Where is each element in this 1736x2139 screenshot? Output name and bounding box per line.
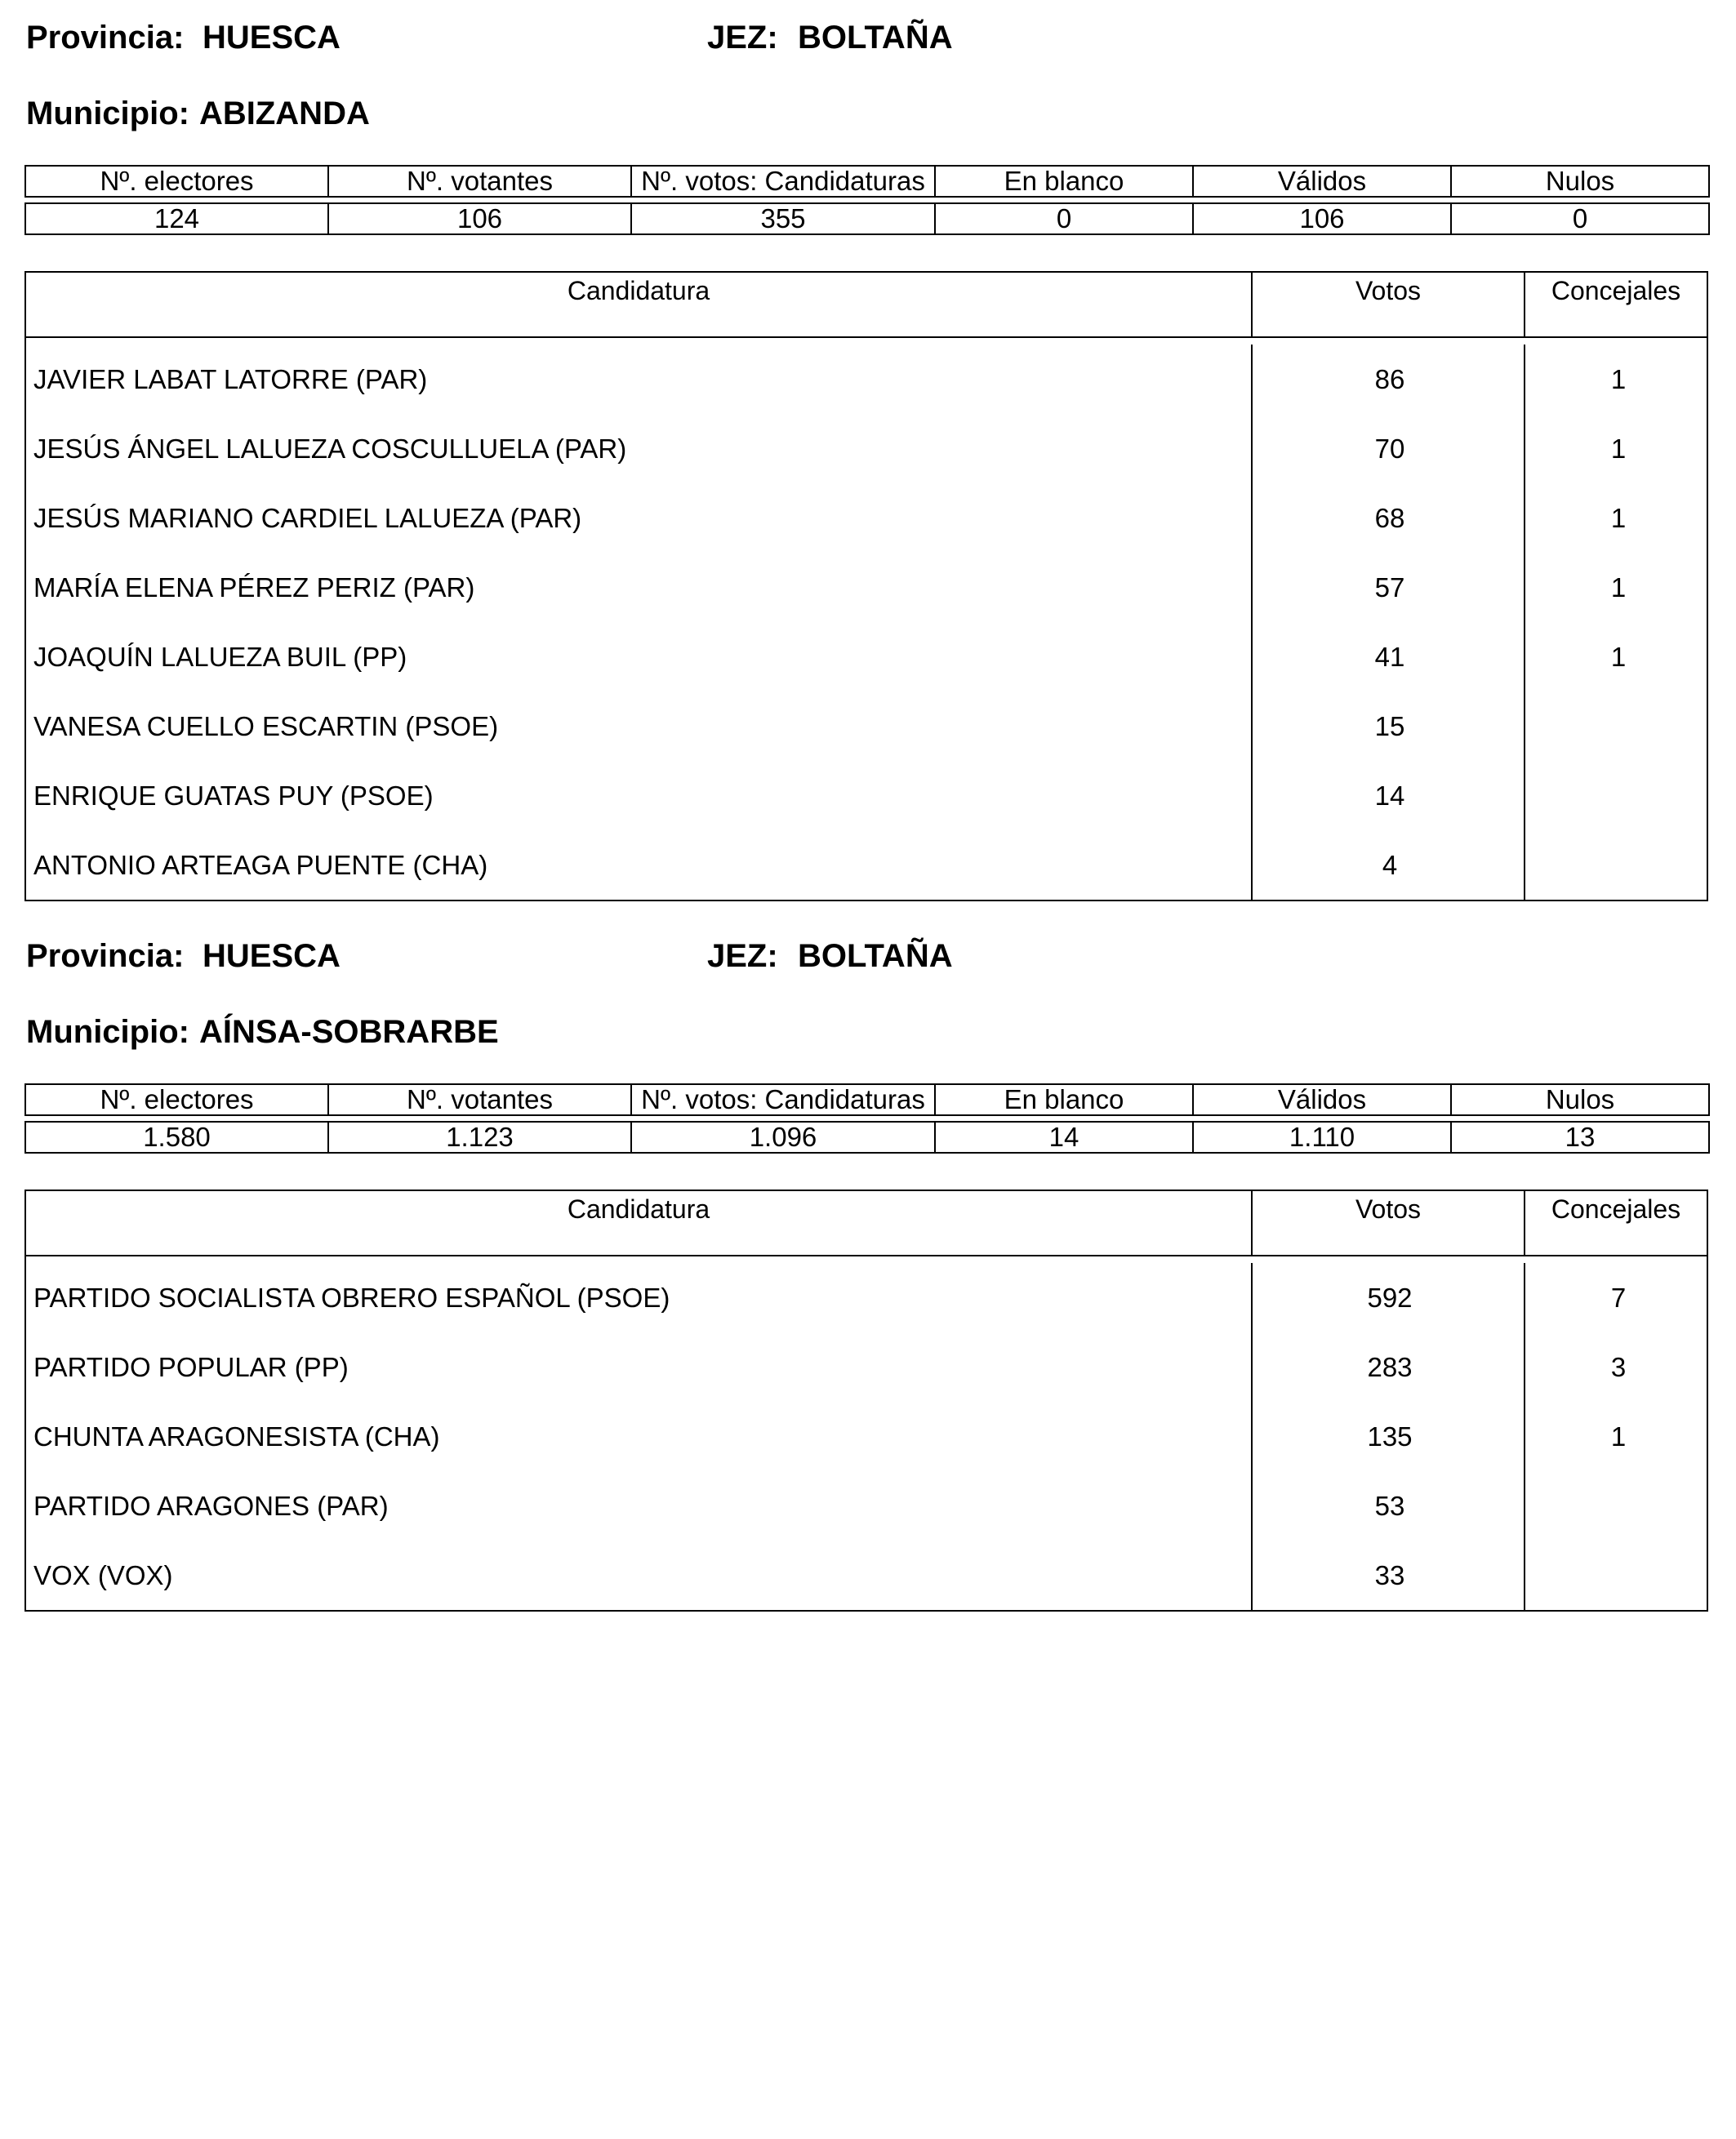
results-body [26, 338, 1707, 900]
results-header-row [26, 1191, 1707, 1256]
results-body [26, 1256, 1707, 1610]
candidatura-cell: JAVIER LABAT LATORRE (PAR) [26, 345, 1253, 414]
concejales-cell: 7 [1610, 1283, 1627, 1313]
concejales-cell [1525, 1471, 1707, 1541]
votos-cell: 70 [1253, 414, 1525, 483]
summary-value-cell: 106 [328, 203, 631, 234]
municipio-label: Municipio: [26, 1014, 189, 1050]
votos-cell: 33 [1253, 1541, 1525, 1610]
concejales-header: Concejales [1551, 1194, 1681, 1224]
summary-header-cell: Válidos [1193, 1084, 1451, 1115]
municipio-heading [26, 1014, 499, 1050]
municipio-value: ABIZANDA [198, 96, 370, 131]
table-row [26, 1332, 1707, 1402]
summary-value-cell: 1.123 [328, 1122, 631, 1153]
votos-cell: 86 [1253, 345, 1525, 414]
table-row [26, 483, 1707, 553]
concejales-cell [1525, 830, 1707, 900]
votos-header: Votos [1253, 1191, 1525, 1255]
table-row [26, 1541, 1707, 1610]
summary-header-cell: Nº. electores [25, 166, 328, 197]
candidatura-cell: ENRIQUE GUATAS PUY (PSOE) [26, 761, 1253, 830]
table-row [26, 622, 1707, 692]
jez-value: BOLTAÑA [798, 938, 953, 974]
provincia-label: Provincia: [26, 20, 185, 56]
results-header-row [26, 273, 1707, 338]
summary-value-cell: 1.096 [631, 1122, 935, 1153]
summary-header-cell: Nº. votos: Candidaturas [631, 166, 935, 197]
votos-cell: 283 [1253, 1332, 1525, 1402]
summary-value-row [25, 203, 1709, 234]
results-table [24, 1190, 1708, 1612]
concejales-cell: 1 [1610, 364, 1627, 394]
summary-header-cell: Nº. votantes [328, 1084, 631, 1115]
candidatura-header: Candidatura [26, 273, 1253, 336]
summary-header-cell: Nulos [1451, 166, 1709, 197]
summary-header-cell: Nulos [1451, 1084, 1709, 1115]
summary-header-cell: Nº. electores [25, 1084, 328, 1115]
summary-value-cell: 355 [631, 203, 935, 234]
votos-cell: 57 [1253, 553, 1525, 622]
candidatura-cell: ANTONIO ARTEAGA PUENTE (CHA) [26, 830, 1253, 900]
table-row [26, 345, 1707, 414]
votos-cell: 135 [1253, 1402, 1525, 1471]
summary-value-cell: 124 [25, 203, 328, 234]
table-row [26, 692, 1707, 761]
votos-cell: 68 [1253, 483, 1525, 553]
concejales-cell [1525, 1541, 1707, 1610]
provincia-label: Provincia: [26, 938, 185, 974]
jez-value: BOLTAÑA [798, 20, 953, 56]
concejales-cell: 1 [1610, 1421, 1627, 1452]
municipio-value: AÍNSA-SOBRARBE [198, 1014, 499, 1050]
concejales-cell [1525, 692, 1707, 761]
table-row [26, 830, 1707, 900]
candidatura-cell: PARTIDO SOCIALISTA OBRERO ESPAÑOL (PSOE) [26, 1263, 1253, 1332]
table-row [26, 553, 1707, 622]
candidatura-cell: MARÍA ELENA PÉREZ PERIZ (PAR) [26, 553, 1253, 622]
concejales-cell [1525, 761, 1707, 830]
municipio-label: Municipio: [26, 96, 189, 131]
provincia-value: HUESCA [203, 938, 341, 974]
summary-value-row [25, 1122, 1709, 1153]
summary-header-cell: Válidos [1193, 166, 1451, 197]
concejales-cell: 3 [1610, 1352, 1627, 1382]
candidatura-cell: PARTIDO POPULAR (PP) [26, 1332, 1253, 1402]
votos-cell: 41 [1253, 622, 1525, 692]
table-row [26, 1263, 1707, 1332]
concejales-cell: 1 [1610, 642, 1627, 672]
votos-cell: 592 [1253, 1263, 1525, 1332]
summary-table [24, 1083, 1708, 1152]
concejales-cell: 1 [1610, 434, 1627, 464]
jez-label: JEZ: [707, 20, 778, 56]
summary-header-row [25, 166, 1709, 197]
candidatura-cell: CHUNTA ARAGONESISTA (CHA) [26, 1402, 1253, 1471]
summary-table [24, 165, 1708, 233]
votos-cell: 14 [1253, 761, 1525, 830]
candidatura-cell: VANESA CUELLO ESCARTIN (PSOE) [26, 692, 1253, 761]
summary-header-row [25, 1084, 1709, 1115]
summary-header-cell: En blanco [935, 166, 1193, 197]
summary-value-cell: 106 [1193, 203, 1451, 234]
results-table [24, 271, 1708, 901]
concejales-cell: 1 [1610, 572, 1627, 603]
jez-label: JEZ: [707, 938, 778, 974]
candidatura-header: Candidatura [26, 1191, 1253, 1255]
candidatura-cell: JOAQUÍN LALUEZA BUIL (PP) [26, 622, 1253, 692]
summary-header-cell: Nº. votos: Candidaturas [631, 1084, 935, 1115]
municipio-heading [26, 96, 370, 131]
candidatura-cell: JESÚS ÁNGEL LALUEZA COSCULLUELA (PAR) [26, 414, 1253, 483]
table-row [26, 414, 1707, 483]
concejales-cell: 1 [1610, 503, 1627, 533]
summary-value-cell: 0 [935, 203, 1193, 234]
votos-cell: 4 [1253, 830, 1525, 900]
candidatura-cell: PARTIDO ARAGONES (PAR) [26, 1471, 1253, 1541]
summary-value-cell: 1.580 [25, 1122, 328, 1153]
summary-value-cell: 0 [1451, 203, 1709, 234]
summary-header-cell: Nº. votantes [328, 166, 631, 197]
votos-header: Votos [1253, 273, 1525, 336]
votos-cell: 15 [1253, 692, 1525, 761]
candidatura-cell: JESÚS MARIANO CARDIEL LALUEZA (PAR) [26, 483, 1253, 553]
votos-cell: 53 [1253, 1471, 1525, 1541]
table-row [26, 1402, 1707, 1471]
summary-value-cell: 14 [935, 1122, 1193, 1153]
concejales-header: Concejales [1551, 276, 1681, 305]
table-row [26, 1471, 1707, 1541]
table-row [26, 761, 1707, 830]
summary-header-cell: En blanco [935, 1084, 1193, 1115]
summary-value-cell: 13 [1451, 1122, 1709, 1153]
summary-value-cell: 1.110 [1193, 1122, 1451, 1153]
provincia-value: HUESCA [203, 20, 341, 56]
candidatura-cell: VOX (VOX) [26, 1541, 1253, 1610]
